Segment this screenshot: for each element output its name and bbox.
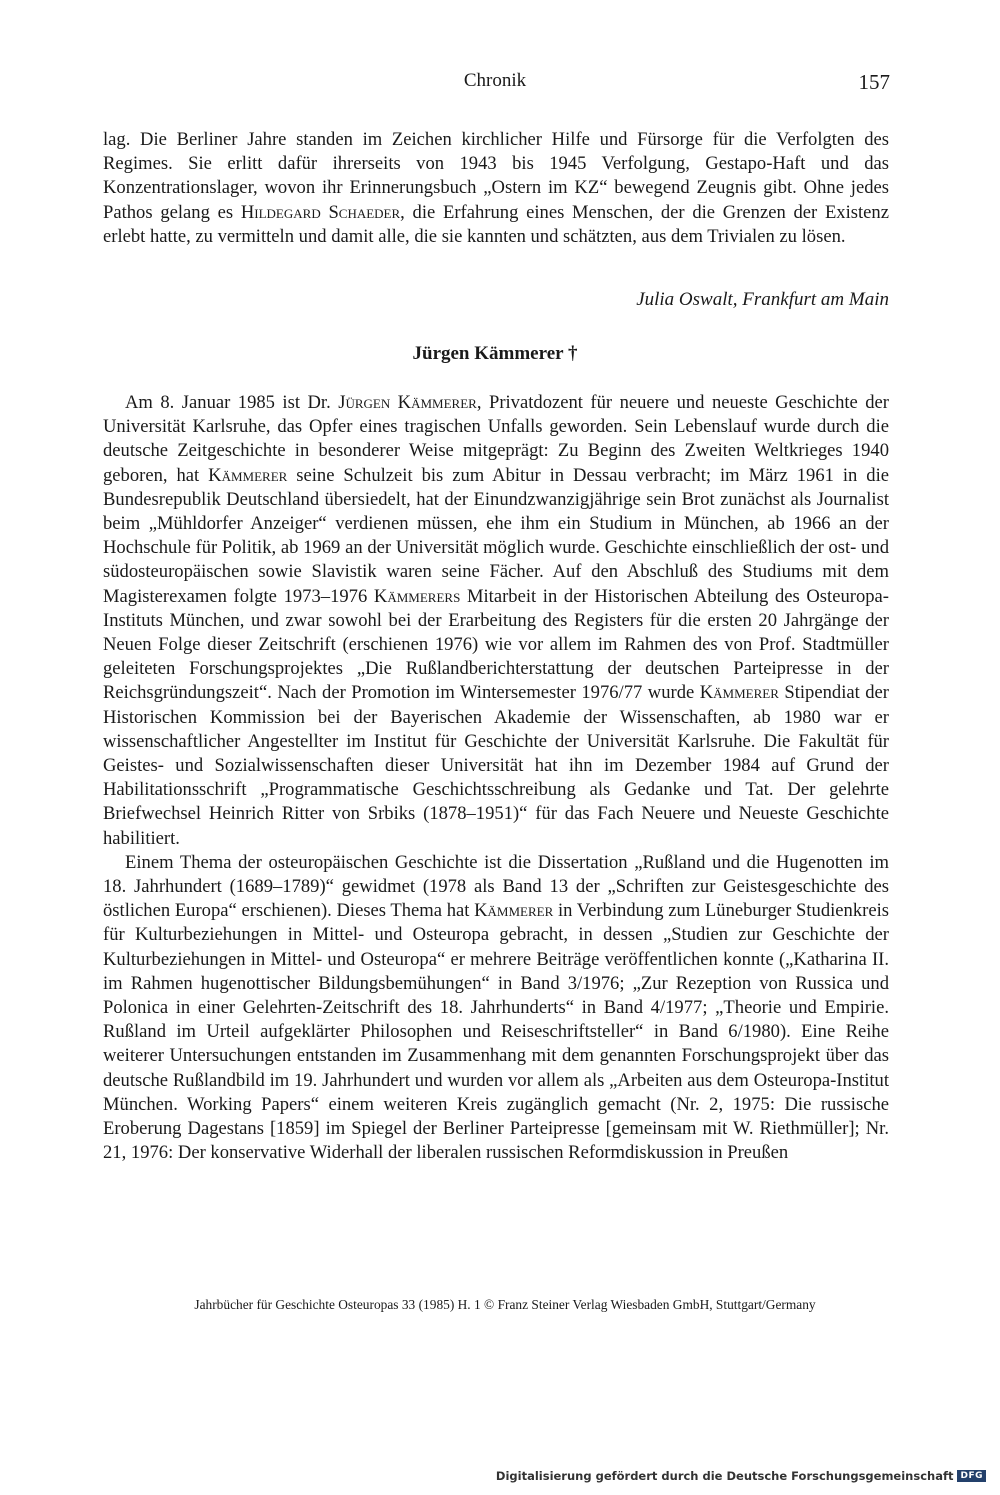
page-header	[100, 70, 890, 100]
obituary-body	[103, 391, 889, 1166]
person-name: Kämmerer	[699, 682, 779, 704]
dfg-logo-icon: DFG	[957, 1470, 986, 1482]
text-run: , Privatdozent für neuere und neueste Geschichte der Universität Karlsruhe, das Opfer eines tragischen Unfalls geworden. Sein Lebenslauf wurde durch die deutsche Zeitgeschichte in besonderer Weise mitgeprägt: Zu Beginn des Zweiten Weltkrieges 1940 geboren, hat	[103, 392, 889, 486]
person-name: Kämmerer	[208, 464, 288, 486]
journal-imprint: Jahrbücher für Geschichte Osteuropas 33 (1985) H. 1 © Franz Steiner Verlag Wiesbaden GmbH, Stuttgart/Germany	[194, 1297, 816, 1312]
paragraph	[103, 391, 889, 851]
text-run: seine Schulzeit bis zum Abitur in Dessau verbracht; im März 1961 in die Bundesrepublik Deutschland übersiedelt, hat der Einundzwanzigjährige sein Brot zunächst als Journalist beim „Mühldorfer Anzeiger“ verdienen müssen, ehe ihm ein Studium in München, ab 1966 an der Hochschule für Politik, ab 1969 an der Universität möglich wurde. Geschichte einschließlich der ost- und südosteuropäischen sowie Slavistik waren seine Fächer. Auf den Abschluß des Studiums mit dem Magisterexamen folgte 1973–1976	[103, 464, 889, 607]
running-title: Chronik	[463, 70, 527, 91]
text-run: in Verbindung zum Lüneburger Studienkreis für Kulturbeziehungen in Mittel- und Osteuropa gebracht, in dessen „Studien zur Geschichte der Kulturbeziehungen in Mittel- und Osteuropa“ er mehrere Beiträge veröffentlichen konnte („Katharina II. im Rahmen hugenottischer Bildungsbemühungen“ in Band 3/1976; „Zur Rezeption von Russica und Polonica in einer Gelehrten-Zeitschrift des 18. Jahrhunderts“ in Band 4/1977; „Theorie und Empirie. Rußland im Urteil aufgeklärter Philosophen und Reiseschriftsteller“ in Band 6/1980). Eine Reihe weiterer Untersuchungen entstanden im Zusammenhang mit dem genannten Forschungsprojekt über das deutsche Rußlandbild im 19. Jahrhundert und wurden vor allem als „Arbeiten aus dem Osteuropa-Institut München. Working Papers“ einem weiteren Kreis zugänglich gemacht (Nr. 2, 1975: Die russische Eroberung Dagestans [1859] im Spiegel der Berliner Parteipresse [gemeinsam mit W. Riethmüller]; Nr. 21, 1976: Der konservative Widerhall der liberalen russischen Reformdiskussion in Preußen	[103, 900, 889, 1164]
person-name: Jürgen Kämmerer	[338, 392, 477, 413]
person-name: Kämmerers	[373, 585, 461, 607]
person-name: Hildegard Schaeder	[240, 201, 401, 223]
text-run: , die Erfahrung eines Menschen, der die Grenzen der Existenz erlebt hatte, zu vermitteln und damit alle, die sie kannten und schätzten, aus dem Trivialen zu lösen.	[103, 201, 889, 247]
digitization-credit	[496, 1469, 986, 1483]
person-name: Kämmerer	[474, 900, 554, 922]
paragraph	[103, 128, 889, 249]
page-number: 157	[858, 70, 890, 94]
text-run: Mitarbeit in der Historischen Abteilung des Osteuropa-Instituts München, und zwar sowohl bei der Erarbeitung des Registers für die ersten 20 Jahrgänge der Neuen Folge dieser Zeitschrift (erschienen 1976) wie vor allem im Rahmen des von Prof. Stadtmüller geleiteten Forschungsprojektes „Die Rußlandberichterstattung der deutschen Parteipresse in der Reichsgründungszeit“. Nach der Promotion im Wintersemester 1976/77 wurde	[103, 585, 889, 704]
previous-article-ending	[103, 128, 889, 249]
obituary-heading: Jürgen Kämmerer †	[412, 343, 578, 364]
text-run: Stipendiat der Historischen Kommission bei der Bayerischen Akademie der Wissenschaften, ab 1980 war er wissenschaftlicher Angestellter im Institut für Geschichte der Universität Karlsruhe. Die Fakultät für Geistes- und Sozialwissenschaften dieser Universität hat ihn im Dezember 1984 auf Grund der Habilitationsschrift „Programmatische Geschichtsschreibung als Gedanke und Tat. Der gelehrte Briefwechsel Heinrich Ritter von Srbiks (1878–1951)“ für das Fach Neuere und Neueste Geschichte habilitiert.	[103, 682, 889, 849]
paragraph	[103, 851, 889, 1166]
text-run: Einem Thema der osteuropäischen Geschichte ist die Dissertation „Rußland und die Hugenotten im 18. Jahrhundert (1689–1789)“ gewidmet (1978 als Band 13 der „Schriften zur Geistesgeschichte des östlichen Europa“ erschienen). Dieses Thema hat	[103, 851, 889, 922]
text-run: Am 8. Januar 1985 ist Dr.	[125, 392, 331, 413]
text-run: lag. Die Berliner Jahre standen im Zeichen kirchlicher Hilfe und Fürsorge für die Verfolgten des Regimes. Sie erlitt dafür ihrerseits von 1943 bis 1945 Verfolgung, Gestapo-Haft und das Konzentrationslager, wovon ihr Erinnerungsbuch „Ostern im KZ“ bewegend Zeugnis gibt. Ohne jedes Pathos gelang es	[103, 129, 889, 223]
digitization-note: Digitalisierung gefördert durch die Deutsche Forschungsgemeinschaft	[495, 1469, 954, 1483]
author-signature: Julia Oswalt, Frankfurt am Main	[636, 289, 889, 310]
